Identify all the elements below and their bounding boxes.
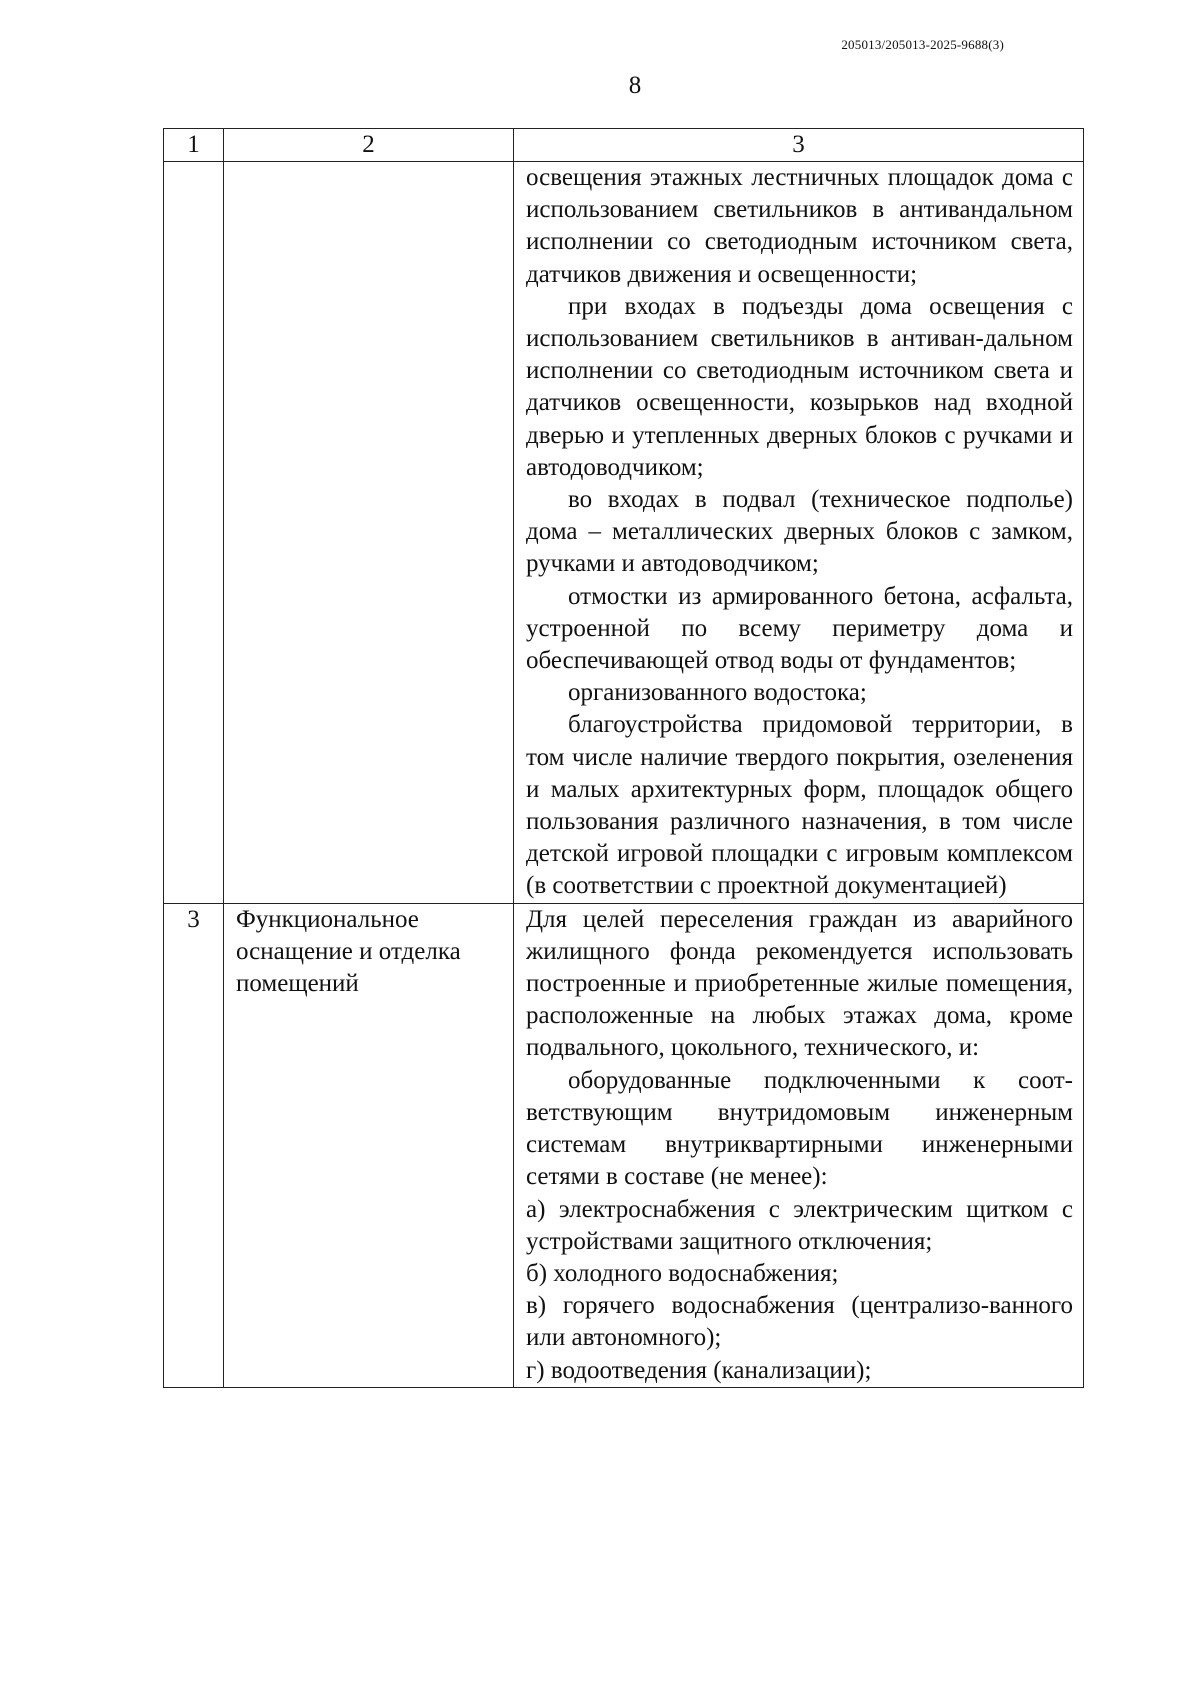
description-paragraph: организованного водостока; [568,679,867,707]
row-number: 3 [164,903,224,1387]
row-name-text: Функциональное оснащение и отделка помещений [236,905,461,998]
description-paragraph: г) водоотведения (канализации); [526,1356,872,1384]
description-paragraph: при входах в подъезды дома освещения с использованием светильников в антиван-дальном исполнении со светодиодным источником света и датчиков освещенности, козырьков над входной дверью и утепленных дверных блоков с ручками и автодоводчиком; [526,292,1073,481]
description-paragraph: а) электроснабжения с электрическим щитком с устройствами защитного отключения; [526,1195,1073,1255]
table-row [164,162,1084,904]
description-paragraph: во входах в подвал (техническое подполье) дома – металлических дверных блоков с замком, ручками и автодоводчиком; [526,486,1073,578]
table-header-row [164,129,1084,162]
document-id: 205013/205013-2025-9688(3) [841,37,1004,52]
column-header-2: 2 [224,129,514,162]
row-name [224,903,514,1387]
description-paragraph: освещения этажных лестничных площадок дома с использованием светильников в антивандальном исполнении со светодиодным источником света, датчиков движения и освещенности; [526,164,1073,288]
column-header-1: 1 [164,129,224,162]
description-paragraph: б) холодного водоснабжения; [526,1259,839,1287]
column-header-3: 3 [514,129,1084,162]
description-paragraph: в) горячего водоснабжения (централизо-ванного или автономного); [526,1292,1073,1352]
requirements-table [163,128,1084,1388]
description-paragraph: оборудованные подключенными к соот-ветствующим внутридомовым инженерным системам внутриквартирными инженерными сетями в составе (не менее): [526,1066,1073,1191]
row-description [514,903,1084,1387]
table-row [164,903,1084,1387]
description-paragraph: благоустройства придомовой территории, в том числе наличие твердого покрытия, озеленения и малых архитектурных форм, площадок общего пользования различного назначения, в том числе детской игровой площадки с игровым комплексом (в соответствии с проектной документацией) [526,711,1073,900]
row-name [224,162,514,904]
page-number: 8 [628,72,642,99]
description-paragraph: Для целей переселения граждан из аварийного жилищного фонда рекомендуется использовать построенные и приобретенные жилые помещения, расположенные на любых этажах дома, кроме подвального, цокольного, технического, и: [526,905,1073,1062]
row-description [514,162,1084,904]
description-paragraph: отмостки из армированного бетона, асфальта, устроенной по всему периметру дома и обеспечивающей отвод воды от фундаментов; [526,582,1073,675]
row-number [164,162,224,904]
